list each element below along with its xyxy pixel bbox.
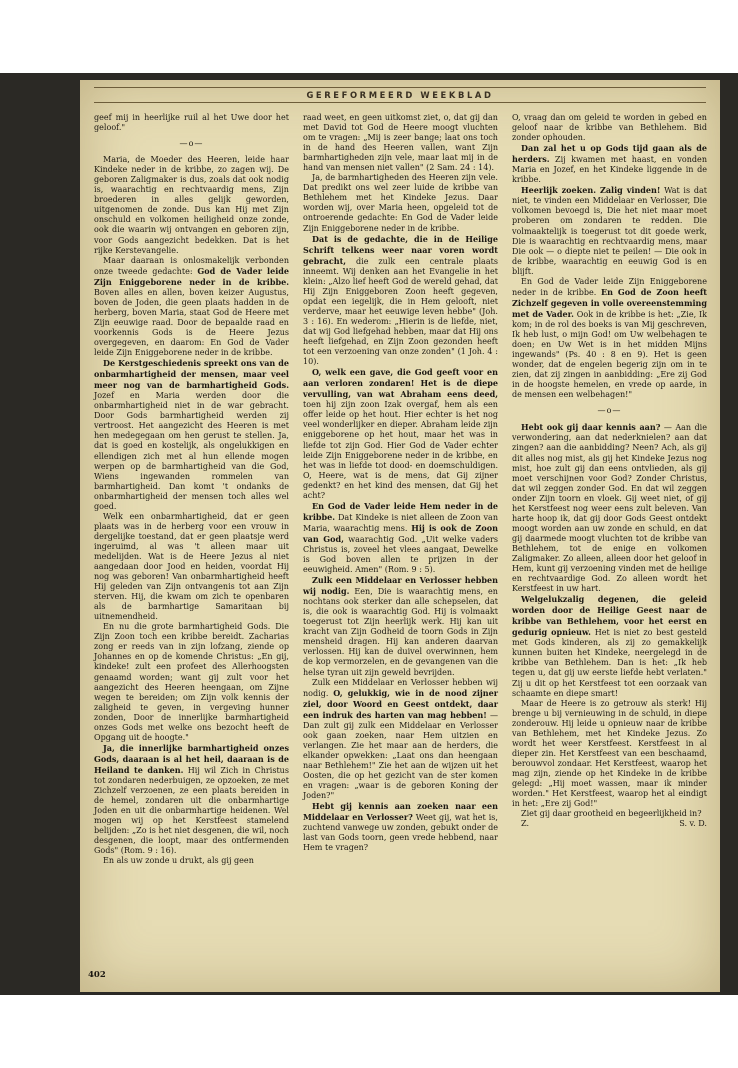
paragraph: Zulk een Middelaar en Verlosser hebben wij nodig. Een, Die is waarachtig mens, en nochtans ook sterker dan alle schepselen, dat is, die ook is waarachtig God. Hij is volmaakt toegerust tot Zijn heerlijk werk. Hij kan uit kracht van Zijn Godheid de toorn Gods in Zijn mensheid dragen. Hij kan anderen daarvan verlossen. Hij kan de duivel overwinnen, hem de kop vermorzelen, en de gevangenen van die helse tyran uit zijn geweld bevrijden. (303, 575, 498, 677)
paragraph: O, welk een gave, die God geeft voor en aan verloren zondaren! Het is de diepe vervulling, van wat Abraham eens deed, toen hij zijn zoon Izak overgaf, hem als een offer leide op het hout. Hier echter is het nog veel wonderlijker en dieper. Abraham leide zijn eniggeborene op het hout, maar het was in liefde tot zijn God. Hier God de Vader echter leide Zijn Eniggeborene neder in de kribbe, en het was in liefde tot dood- en doemschuldigen. O, Heere, wat is de mens, dat Gij zijner gedenkt? en het kind des mensen, dat Gij het acht? (303, 367, 498, 500)
header-rule-bottom (94, 102, 706, 103)
paragraph: Maar de Heere is zo getrouw als sterk! Hij brenge u bij vernieuwing in de schuld, in diepe zonderouw. Hij leide u opnieuw naar de kribbe van Bethlehem, met het Kindeke Jezus. Zo wordt het weer Kerstfeest. Kerstfeest in al dieper zin. Het Kerstfeest van een beschaamd, berouwvol zondaar. Het Kerstfeest, waarop het mag zijn, ziende op het Kindeke in de kribbe gelegd: „Hij moet wassen, maar ik minder worden." Het Kerstfeest, waarop het al eindigt in het: „Ere zij God!" (512, 698, 707, 809)
paragraph: O, vraag dan om geleid te worden in gebed en geloof naar de kribbe van Bethlehem. Bid zonder ophouden. (512, 113, 707, 143)
paragraph: Welgelukzalig degenen, die geleid worden door de Heilige Geest naar de kribbe van Bethlehem, voor het eerst en gedurig opnieuw. Het is niet zo best gesteld met Gods kinderen, als zij zo gemakkelijk kunnen buiten het Kindeke, neergelegd in de kribbe van Bethlehem. Dan is het: „Ik heb tegen u, dat gij uw eerste liefde hebt verlaten." Zij u dit op het Kerstfeest tot een oorzaak van schaamte en diepe smart! (512, 594, 707, 698)
paragraph: Zulk een Middelaar en Verlosser hebben wij nodig. O, gelukkig, wie in de nood zijner ziel, door Woord en Geest ontdekt, daar een indruk des harten van mag hebben! — Dan zult gij zulk een Middelaar en Verlosser ook gaan zoeken, naar Hem uitzien en verlangen. Zie het maar aan de herders, die elkander opwekken: „Laat ons dan heengaan naar Bethlehem!" Zie het aan de wijzen uit het Oosten, die op het gezicht van de ster komen en vragen: „waar is de geboren Koning der Joden?" (303, 677, 499, 801)
newspaper-page (80, 80, 720, 992)
section-divider: —o— (179, 139, 204, 149)
paragraph: Ja, de barmhartigheden des Heeren zijn vele. Dat predikt ons wel zeer luide de kribbe van Bethlehem met het Kindeke Jezus. Daar worden wij, over Maria heen, opgeleid tot de ontroerende gedachte: En God de Vader leide Zijn Eniggeborene neder in de kribbe. (303, 173, 498, 233)
paragraph: Hebt ook gij daar kennis aan? — Aan die verwondering, aan dat nederknielen? aan dat zingen? aan die aanbidding? Neen? Ach, als gij dit alles nog mist, als gij het Kindeke Jezus nog mist, hoe zult gij dan eens ontvlieden, als gij moet verschijnen voor God? Zonder Christus, dat wil zeggen zonder God. En dat wil zeggen onder Zijn toorn en vloek. Gij weet niet, of gij het Kerstfeest nog weer eens zult beleven. Van harte hoop ik, dat gij door Gods Geest ontdekt moogt worden aan uw zonde en schuld, en dat gij daarmede moogt vluchten tot de kribbe van Bethlehem, tot de enige en volkomen Zaligmaker. Zo alleen, alleen door het geloof in Hem, kunt gij verzoening vinden met de heilige en rechtvaardige God. Zo alleen wordt het Kerstfeest in uw hart. (512, 422, 707, 594)
paragraph: Dat is de gedachte, die in de Heilige Schrift telkens weer naar voren wordt gebracht, die zulk een centrale plaats inneemt. Wij denken aan het Evangelie in het klein: „Alzo lief heeft God de wereld gehad, dat Hij Zijn Eniggeboren Zoon heeft gegeven, opdat een iegelijk, die in Hem gelooft, niet verderve, maar het eeuwige leven hebbe" (Joh. 3 : 16). En wederom: „Hierin is de liefde, niet, dat wij God liefgehad hebben, maar dat Hij ons heeft liefgehad, en Zijn Zoon gezonden heeft tot een verzoening van onze zonden" (1 Joh. 4 : 10). (303, 233, 498, 367)
paragraph: Maria, de Moeder des Heeren, leide haar Kindeke neder in de kribbe, zo zagen wij. De geboren Zaligmaker is dus, zoals dat ook nodig is, waarachtig en rechtvaardig mens, Zijn broederen in alles gelijk geworden, uitgenomen de zonde. Dus kan Hij met Zijn onschuld en volkomen heiligheid onze zonde, ook die waarin wij ontvangen en geboren zijn, voor Gods aangezicht bedekken. Dat is het rijke Kerstevangelie. (94, 155, 289, 255)
column-3 (512, 113, 707, 829)
paragraph: geef mij in heerlijke ruil al het Uwe door het geloof." (94, 113, 289, 133)
paragraph: Heerlijk zoeken. Zalig vinden! Wat is dat niet, te vinden een Middelaar en Verlosser, Die volkomen bevoegd is, Die het niet maar moet proberen om zondaren te redden. Die volmaaktelijk is toegerust tot dit goede werk, Die is waarachtig en rechtvaardig mens, maar Die ook — o diepte niet te peilen! — Die ook in de kribbe, waarachtig en eeuwig God is en blijft. (512, 185, 708, 276)
paragraph: Welk een onbarmhartigheid, dat er geen plaats was in de herberg voor een vrouw in dergelijke toestand, dat er geen plaatsje werd ingeruimd, al was 't alleen maar uit medelijden. Wat is de Heere Jezus al niet aangedaan door Jood en heiden, voordat Hij nog was geboren! Van onbarmhartigheid heeft Hij geleden van Zijn ontvangenis tot aan Zijn sterven. Hij, die kwam om zich te openbaren als de barmhartige Samaritaan bij uitnemendheid. (94, 511, 289, 622)
paragraph: En als uw zonde u drukt, als gij geen (103, 856, 254, 866)
page-number: 402 (88, 970, 106, 980)
running-head: GEREFORMEERD WEEKBLAD (306, 90, 494, 100)
paragraph: En nu die grote barmhartigheid Gods. Die Zijn Zoon toch een kribbe bereidt. Zacharias zong er reeds van in zijn lofzang, ziende op Johannes en op de komende Christus: „En gij, kindeke! zult een profeet des Allerhoogsten genaamd worden; want gij zult voor het aangezicht des Heeren heengaan, om Zijne wegen te bereiden; om Zijn volk kennis der zaligheid te geven, in vergeving hunner zonden, Door de innerlijke barmhartigheid onzes Gods met welke ons bezocht heeft de Opgang uit de hoogte." (94, 622, 289, 742)
scan-background (0, 73, 738, 995)
signature (512, 819, 707, 829)
column-1 (94, 113, 289, 866)
paragraph: Hebt gij kennis aan zoeken naar een Middelaar en Verlosser? Weet gij, wat het is, zuchtend vanwege uw zonden, gebukt onder de last van Gods toorn, geen vrede hebbend, naar Hem te vragen? (303, 801, 498, 853)
paragraph: De Kerstgeschiedenis spreekt ons van de onbarmhartigheid der mensen, maar veel meer nog van de barmhartigheid Gods. Jozef en Maria werden door die onbarmhartigheid niet in de war gebracht. Door Gods barmhartigheid werden zij vertroost. Het aangezicht des Heeren is met hen medegegaan om hen gerust te stellen. Ja, dat is goed en kostelijk, als ongelukkigen en ellendigen zich met al hun ellende mogen werpen op de barmhartigheid van die God, Wiens ingewanden rommelen van barmhartigheid. Dan komt 't ondanks de onbarmhartigheid der mensen toch alles wel goed. (94, 358, 289, 511)
paragraph: Ja, die innerlijke barmhartigheid onzes Gods, daaraan is al het heil, daaraan is de Heiland te danken. Hij wil Zich in Christus tot zondaren nederbuigen, ze opzoeken, ze met Zichzelf verzoenen, ze een plaats bereiden in de hemel, zondaren uit die onbarmhartige Joden en uit die onbarmhartige heidenen. Wel mogen wij op het Kerstfeest stamelend belijden: „Zo is het niet desgenen, die wil, noch desgenen, die loopt, maar des ontfermenden Gods" (Rom. 9 : 16). (94, 742, 289, 856)
paragraph: raad weet, en geen uitkomst ziet, o, dat gij dan met David tot God de Heere moogt vluchten om te vragen: „Mij is zeer bange; laat ons toch in de hand des Heeren vallen, want Zijn barmhartigheden zijn vele, maar laat mij in de hand van mensen niet vallen" (2 Sam. 24 : 14). (303, 113, 498, 173)
column-2 (303, 113, 498, 853)
section-divider: —o— (597, 406, 622, 416)
paragraph: Dan zal het u op Gods tijd gaan als de herders. Zij kwamen met haast, en vonden Maria en Jozef, en het Kindeke liggende in de kribbe. (512, 143, 708, 185)
signature-left: Z. (521, 819, 530, 829)
paragraph: En God de Vader leide Zijn Eniggeborene neder in de kribbe. En God de Zoon heeft Zichzelf gegeven in volle overeenstemming met de Vader. Ook in de kribbe is het: „Zie, Ik kom; in de rol des boeks is van Mij geschreven, Ik heb lust, o mijn God! om Uw welbehagen te doen; en Uw Wet is in het midden Mijns ingewands" (Ps. 40 : 8 en 9). Het is geen wonder, dat de engelen begerig zijn om in te zien, dat zij zingen in aanbidding: „Ere zij God in de hoogste hemelen, en vrede op aarde, in de mensen een welbehagen!" (512, 276, 708, 400)
header-rule-top (94, 87, 706, 88)
paragraph: Maar daaraan is onlosmakelijk verbonden onze tweede gedachte: God de Vader leide Zijn Eniggeborene neder in de kribbe. Boven alles en allen, boven keizer Augustus, boven de Joden, die geen plaats hadden in de herberg, boven Maria, staat God de Heere met Zijn eeuwige raad. Door de bepaalde raad en voorkennis Gods is de Heere Jezus overgegeven, en daarom: En God de Vader leide Zijn Eniggeborene neder in de kribbe. (94, 255, 290, 358)
paragraph: En God de Vader leide Hem neder in de kribbe. Dat Kindeke is niet alleen de Zoon van Maria, waarachtig mens. Hij is ook de Zoon van God, waarachtig God. „Uit welke vaders Christus is, zoveel het vlees aangaat, Dewelke is God boven allen te prijzen in der eeuwigheid. Amen" (Rom. 9 : 5). (303, 500, 499, 575)
signature-right: S. v. D. (679, 819, 707, 829)
paragraph: Ziet gij daar grootheid en begeerlijkheid in? (521, 809, 702, 819)
